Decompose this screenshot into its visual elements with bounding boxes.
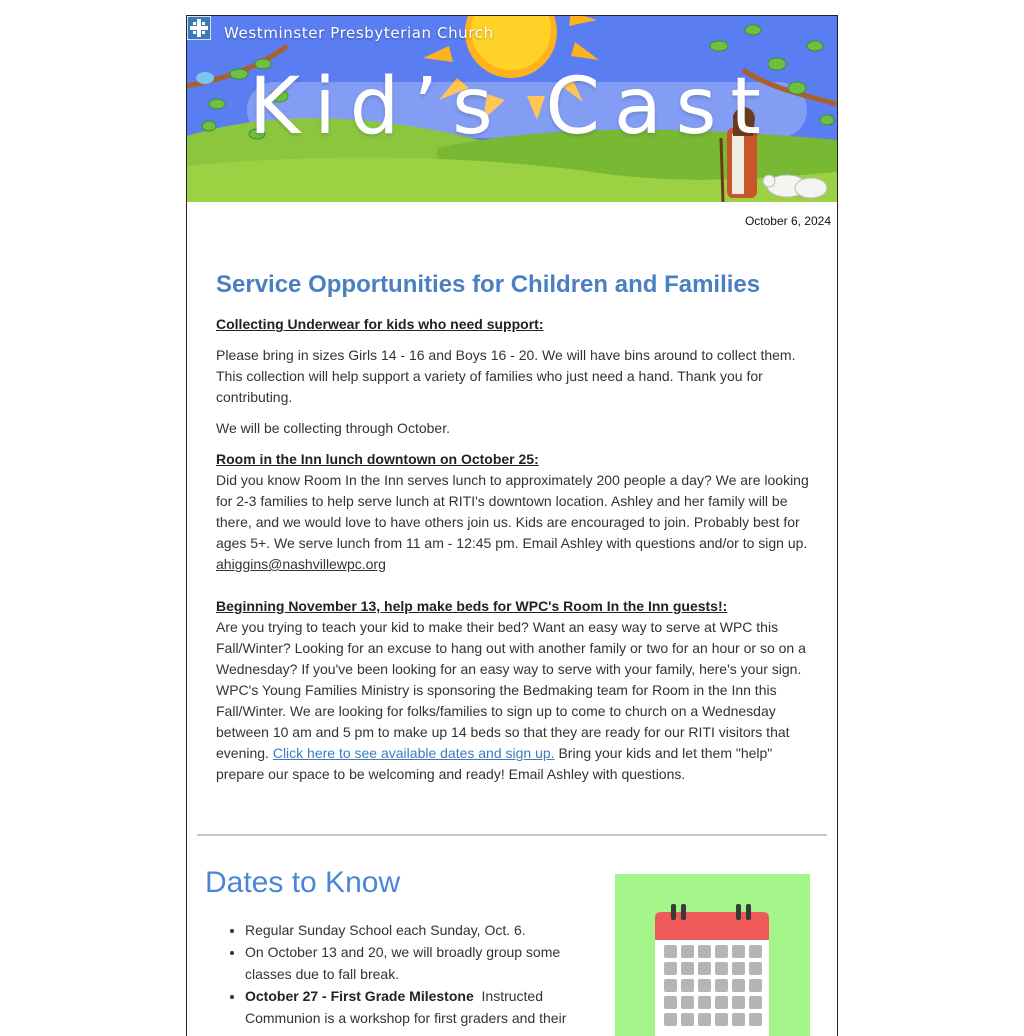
church-logo-icon xyxy=(187,16,211,40)
service-heading: Service Opportunities for Children and Families xyxy=(216,271,761,298)
milestone-bold: October 27 - First Grade Milestone xyxy=(245,988,474,1004)
lunch-subheading: Room in the Inn lunch downtown on October 25: xyxy=(216,451,539,467)
newsletter-frame xyxy=(186,15,838,1036)
beds-section xyxy=(216,596,811,785)
signup-link[interactable]: Click here to see available dates and sign up. xyxy=(272,745,555,761)
section-divider xyxy=(197,834,827,836)
beds-after: Bring your kids and let them "help" prepare our space to be welcoming and ready! Email Ashley with questions. xyxy=(216,745,773,782)
ashley-email-link[interactable]: ahiggins@nashvillewpc.org xyxy=(216,556,386,572)
lunch-body: Did you know Room In the Inn serves lunch to approximately 200 people a day? We are looking for 2-3 families to help serve lunch at RITI's downtown location. Ashley and her family will be there, and we would love to have others join us. Kids are encouraged to join. Probably best for ages 5+. We serve lunch from 11 am - 12:45 pm. Email Ashley with questions and/or to sign up. xyxy=(216,472,809,551)
underwear-body: Please bring in sizes Girls 14 - 16 and Boys 16 - 20. We will have bins around to collect them. This collection will help support a variety of families who just need a hand. Thank you for contributing. xyxy=(216,347,796,405)
beds-body: Are you trying to teach your kid to make their bed? Want an easy way to serve at WPC this Fall/Winter? Looking for an excuse to hang out with another family or two for an hour or so on a Wednesday? If you've been looking for an easy way to serve with your family, here's your sign. WPC's Young Families Ministry is sponsoring the Bedmaking team for Room in the Inn this Fall/Winter. We are looking for folks/families to sign up to come to church on a Wednesday between 10 am and 5 pm to make up 14 beds so that they are ready for our RITI visitors that evening. xyxy=(216,619,806,761)
underwear-subheading: Collecting Underwear for kids who need support: xyxy=(216,316,544,332)
list-item: • On October 13 and 20, we will broadly group some classes due to fall break. xyxy=(245,941,605,985)
newsletter-title: Kid’s Cast xyxy=(248,62,776,152)
list-item: • Regular Sunday School each Sunday, Oct. 6. xyxy=(245,919,605,941)
underwear-note: We will be collecting through October. xyxy=(216,420,450,436)
list-item xyxy=(245,985,605,1029)
dates-list xyxy=(225,919,605,1029)
header-banner xyxy=(187,16,837,202)
beds-subheading: Beginning November 13, help make beds for WPC's Room In the Inn guests!: xyxy=(216,598,728,614)
lunch-section xyxy=(216,449,811,575)
calendar-icon xyxy=(615,874,810,1036)
underwear-section xyxy=(216,314,811,335)
church-name: Westminster Presbyterian Church xyxy=(224,24,494,42)
dates-heading: Dates to Know xyxy=(205,866,401,899)
milestone-text: Instructed Communion is a workshop for first graders and their xyxy=(245,988,567,1026)
issue-date: October 6, 2024 xyxy=(744,214,831,228)
